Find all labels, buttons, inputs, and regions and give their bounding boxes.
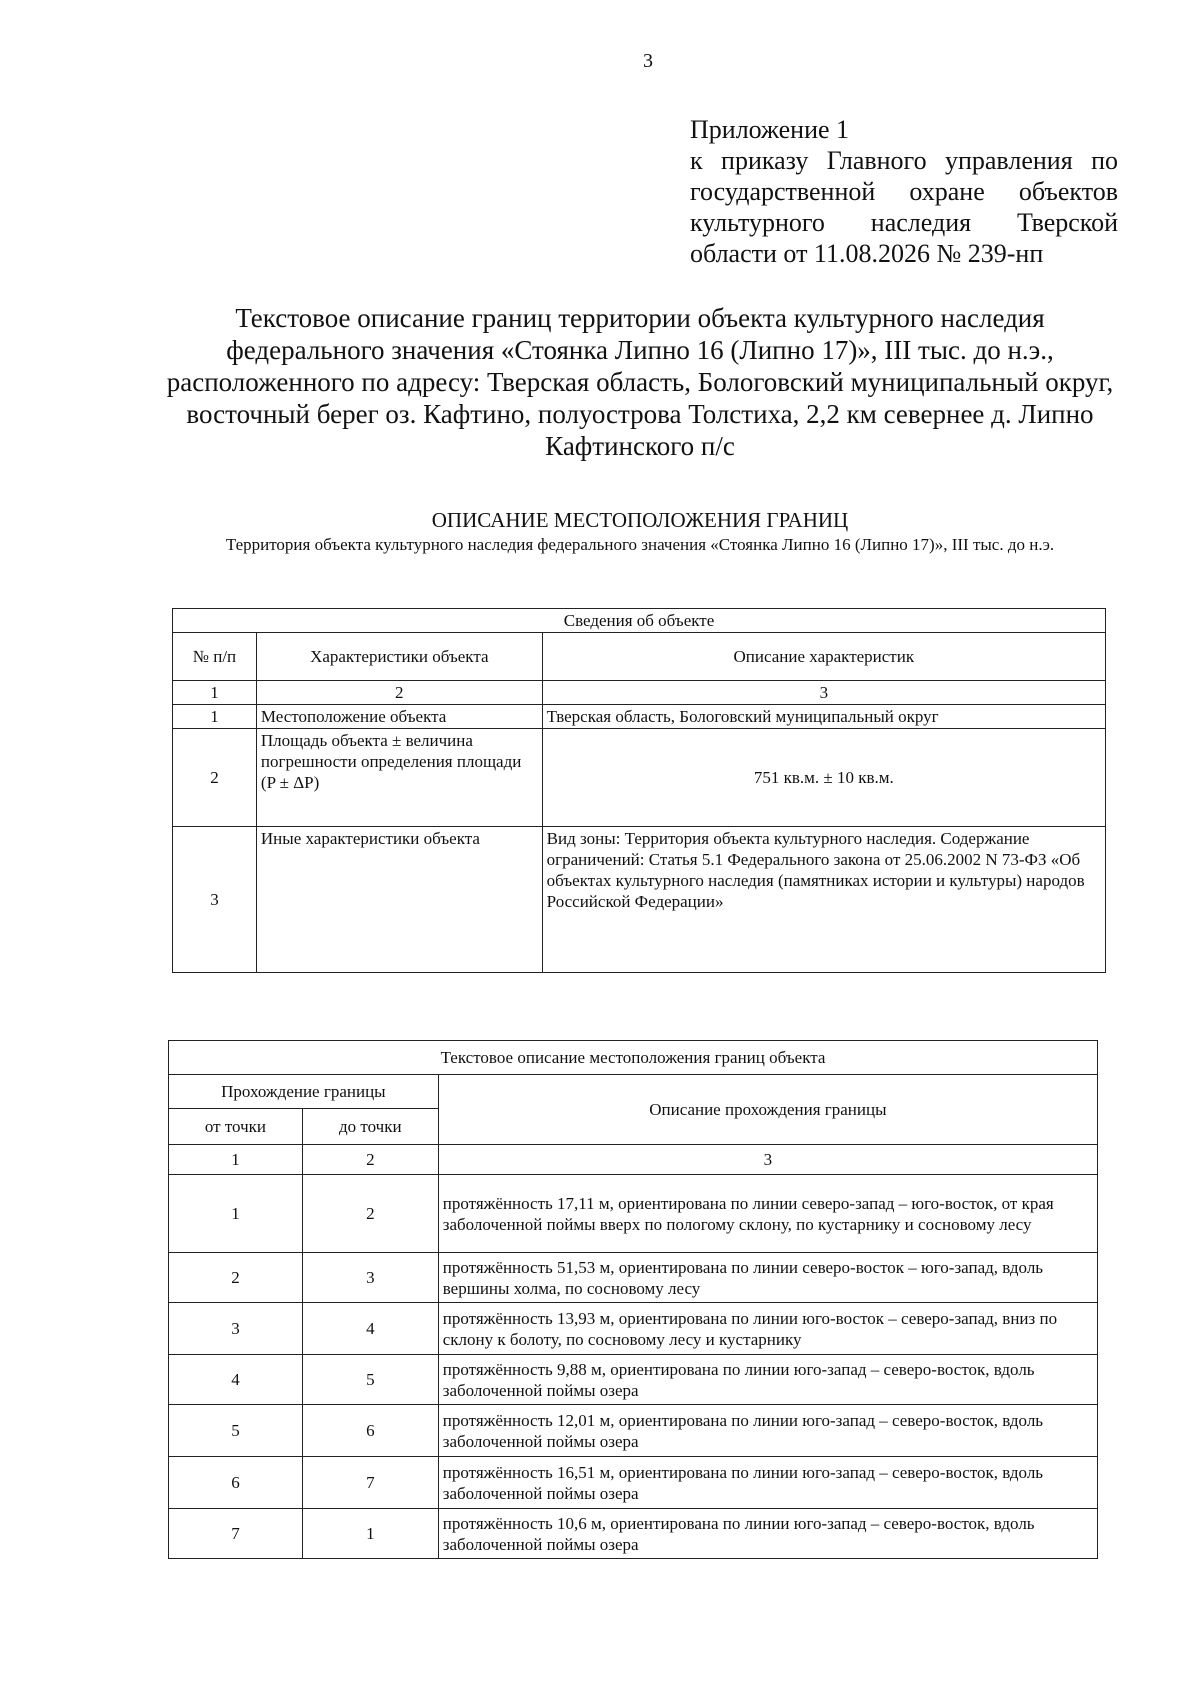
table-row	[169, 1175, 1098, 1253]
to-point: 1	[302, 1509, 438, 1559]
annex-title: Приложение 1	[690, 115, 850, 144]
from-point: 4	[169, 1355, 303, 1405]
from-point: 2	[169, 1253, 303, 1303]
row-number: 2	[173, 729, 257, 827]
column-number-2: 2	[256, 681, 542, 705]
to-point: 3	[302, 1253, 438, 1303]
boundary-segment-description: протяжённость 16,51 м, ориентирована по линии юго-запад – северо-восток, вдоль заболоченной поймы озера	[438, 1457, 1097, 1509]
column-number-1: 1	[169, 1145, 303, 1175]
table-row	[169, 1253, 1098, 1303]
boundary-segment-description: протяжённость 10,6 м, ориентирована по линии юго-запад – северо-восток, вдоль заболоченной поймы озера	[438, 1509, 1097, 1559]
annex-order-reference: к приказу Главного управления по государственной охране объектов культурного наследия Тверской области от 11.08.2026 № 239-нп	[690, 146, 1118, 268]
from-point: 6	[169, 1457, 303, 1509]
object-info-table	[172, 608, 1106, 973]
header-description: Описание характеристик	[542, 633, 1105, 681]
to-point: 6	[302, 1405, 438, 1457]
table-row	[173, 705, 1106, 729]
row-characteristic: Иные характеристики объекта	[256, 827, 542, 973]
from-point-header: от точки	[169, 1109, 303, 1145]
table-row	[169, 1405, 1098, 1457]
section-subheading: Территория объекта культурного наследия федерального значения «Стоянка Липно 16 (Липно 17)», III тыс. до н.э.	[225, 535, 1055, 554]
column-number-2: 2	[302, 1145, 438, 1175]
page-number: 3	[643, 50, 653, 72]
from-point: 3	[169, 1303, 303, 1355]
header-number: № п/п	[173, 633, 257, 681]
row-characteristic: Площадь объекта ± величина погрешности определения площади (P ± ΔP)	[256, 729, 542, 827]
row-description: 751 кв.м. ± 10 кв.м.	[542, 729, 1105, 827]
table-row	[169, 1355, 1098, 1405]
boundary-segment-description: протяжённость 12,01 м, ориентирована по линии юго-запад – северо-восток, вдоль заболоченной поймы озера	[438, 1405, 1097, 1457]
object-table-caption: Сведения об объекте	[173, 609, 1106, 633]
table-row	[169, 1457, 1098, 1509]
row-description: Вид зоны: Территория объекта культурного наследия. Содержание ограничений: Статья 5.1 Федерального закона от 25.06.2002 N 73-ФЗ «Об объектах культурного наследия (памятниках истории и культуры) народов Российской Федерации»	[542, 827, 1105, 973]
boundary-group-header: Прохождение границы	[169, 1075, 439, 1109]
to-point-header: до точки	[302, 1109, 438, 1145]
from-point: 5	[169, 1405, 303, 1457]
column-number-3: 3	[542, 681, 1105, 705]
row-description: Тверская область, Бологовский муниципальный округ	[542, 705, 1105, 729]
boundary-segment-description: протяжённость 9,88 м, ориентирована по линии юго-запад – северо-восток, вдоль заболоченной поймы озера	[438, 1355, 1097, 1405]
boundary-segment-description: протяжённость 51,53 м, ориентирована по линии северо-восток – юго-запад, вдоль вершины холма, по сосновому лесу	[438, 1253, 1097, 1303]
table-row	[169, 1303, 1098, 1355]
row-number: 3	[173, 827, 257, 973]
table-row	[173, 827, 1106, 973]
to-point: 5	[302, 1355, 438, 1405]
boundary-table-caption: Текстовое описание местоположения границ объекта	[169, 1041, 1098, 1075]
boundary-segment-description: протяжённость 13,93 м, ориентирована по линии юго-восток – северо-запад, вниз по склону к болоту, по сосновому лесу и кустарнику	[438, 1303, 1097, 1355]
to-point: 2	[302, 1175, 438, 1253]
table-row	[169, 1509, 1098, 1559]
to-point: 4	[302, 1303, 438, 1355]
header-characteristic: Характеристики объекта	[256, 633, 542, 681]
from-point: 7	[169, 1509, 303, 1559]
from-point: 1	[169, 1175, 303, 1253]
column-number-1: 1	[173, 681, 257, 705]
boundary-description-header: Описание прохождения границы	[438, 1075, 1097, 1145]
to-point: 7	[302, 1457, 438, 1509]
section-heading: ОПИСАНИЕ МЕСТОПОЛОЖЕНИЯ ГРАНИЦ	[431, 508, 849, 532]
boundary-segment-description: протяжённость 17,11 м, ориентирована по линии северо-запад – юго-восток, от края заболоченной поймы вверх по пологому склону, по кустарнику и сосновому лесу	[438, 1175, 1097, 1253]
row-characteristic: Местоположение объекта	[256, 705, 542, 729]
boundary-description-table	[168, 1040, 1098, 1559]
column-number-3: 3	[438, 1145, 1097, 1175]
annex-block	[690, 114, 1118, 269]
row-number: 1	[173, 705, 257, 729]
table-row	[173, 729, 1106, 827]
document-title: Текстовое описание границ территории объекта культурного наследия федерального значения «Стоянка Липно 16 (Липно 17)», III тыс. до н.э., расположенного по адресу: Тверская область, Бологовский муниципальный округ, восточный берег оз. Кафтино, полуострова Толстиха, 2,2 км севернее д. Липно Кафтинского п/с	[166, 303, 1114, 461]
